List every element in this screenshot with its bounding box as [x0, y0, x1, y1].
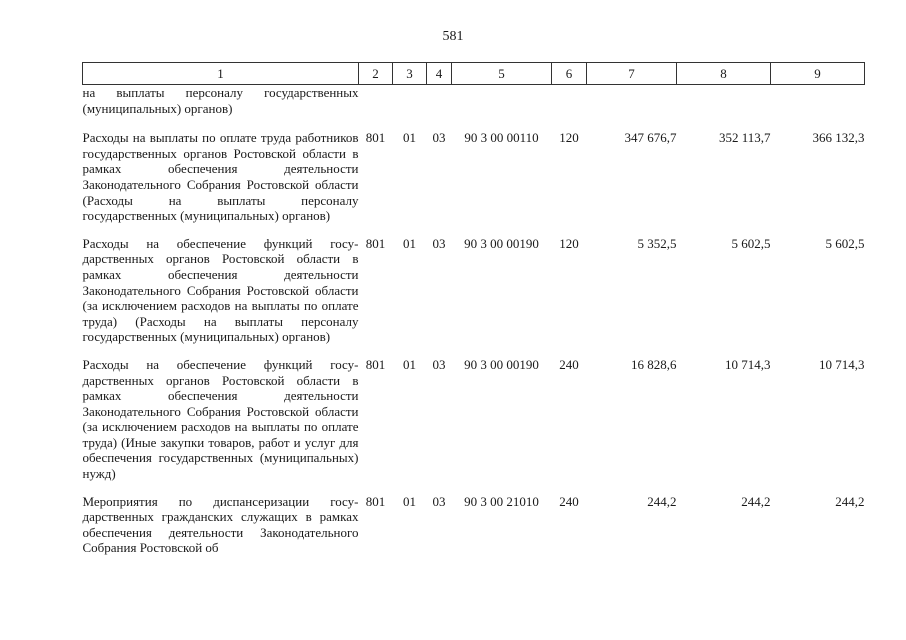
row-description: на выплаты персоналу государственных (муниципальных) органов)	[82, 85, 359, 116]
expense-type-code: 240	[559, 493, 579, 509]
row-description: Расходы на обеспечение функций государственных органов Ростовской области в рамках обеспечения деятельности Законодательного Собрания Ростовской области (за исключением расходов на выплаты по оплате труда) (Иные закупки товаров, работ и услуг для обеспечения государственных (муниципальных) нужд)	[82, 356, 359, 482]
section-code: 01	[403, 493, 416, 509]
amount-col-7: 16 828,6	[631, 356, 677, 372]
target-article-code: 90 3 00 00110	[464, 130, 539, 146]
amount-col-9: 10 714,3	[819, 356, 865, 372]
row-description: Мероприятия по диспансеризации государственных гражданских служащих в рамках обеспечения деятельности Законодательного Собрания Ростовской об	[82, 493, 359, 556]
column-header: 5	[452, 63, 552, 85]
amount-col-8: 352 113,7	[718, 130, 771, 146]
row-description: Расходы на выплаты по оплате труда работников государственных органов Ростовской области в рамках обеспечения деятельности Законодательного Собрания Ростовской области (Расходы на выплаты персоналу государственных (муниципальных) органов)	[82, 130, 359, 224]
expense-type-code: 240	[559, 356, 579, 372]
ministry-code: 801	[365, 493, 386, 509]
target-article-code: 90 3 00 21010	[464, 493, 539, 509]
amount-col-7: 244,2	[647, 493, 677, 509]
column-header: 2	[359, 63, 393, 85]
section-code: 01	[403, 356, 416, 372]
page-number: 581	[442, 29, 464, 44]
column-header: 4	[427, 63, 452, 85]
subsection-code: 03	[432, 356, 446, 372]
column-header: 9	[771, 63, 865, 85]
subsection-code: 03	[432, 235, 446, 251]
table-row	[83, 236, 865, 357]
amount-col-9: 5 602,5	[825, 235, 865, 251]
target-article-code: 90 3 00 00190	[464, 356, 539, 372]
ministry-code: 801	[365, 356, 386, 372]
budget-table	[82, 62, 865, 568]
table-row	[83, 130, 865, 236]
table-row	[83, 494, 865, 568]
subsection-code: 03	[432, 493, 446, 509]
column-header: 7	[587, 63, 677, 85]
table-row-continuation	[83, 85, 865, 131]
section-code: 01	[403, 235, 416, 251]
subsection-code: 03	[432, 130, 446, 146]
amount-col-8: 244,2	[741, 493, 771, 509]
column-number-header	[83, 63, 865, 85]
column-header: 6	[552, 63, 587, 85]
target-article-code: 90 3 00 00190	[464, 235, 539, 251]
amount-col-8: 10 714,3	[725, 356, 771, 372]
amount-col-9: 366 132,3	[812, 130, 865, 146]
expense-type-code: 120	[559, 130, 579, 146]
ministry-code: 801	[365, 235, 386, 251]
row-description: Расходы на обеспечение функций государственных органов Ростовской области в рамках обеспечения деятельности Законодательного Собрания Ростовской области (за исключением расходов на выплаты по оплате труда) (Расходы на выплаты персоналу государственных (муниципальных) органов)	[82, 235, 359, 345]
amount-col-7: 5 352,5	[637, 235, 677, 251]
section-code: 01	[403, 130, 416, 146]
column-header: 8	[677, 63, 771, 85]
expense-type-code: 120	[559, 235, 579, 251]
column-header: 1	[83, 63, 359, 85]
column-header: 3	[393, 63, 427, 85]
amount-col-8: 5 602,5	[731, 235, 771, 251]
table-row	[83, 357, 865, 494]
amount-col-9: 244,2	[835, 493, 865, 509]
ministry-code: 801	[365, 130, 386, 146]
amount-col-7: 347 676,7	[624, 130, 677, 146]
